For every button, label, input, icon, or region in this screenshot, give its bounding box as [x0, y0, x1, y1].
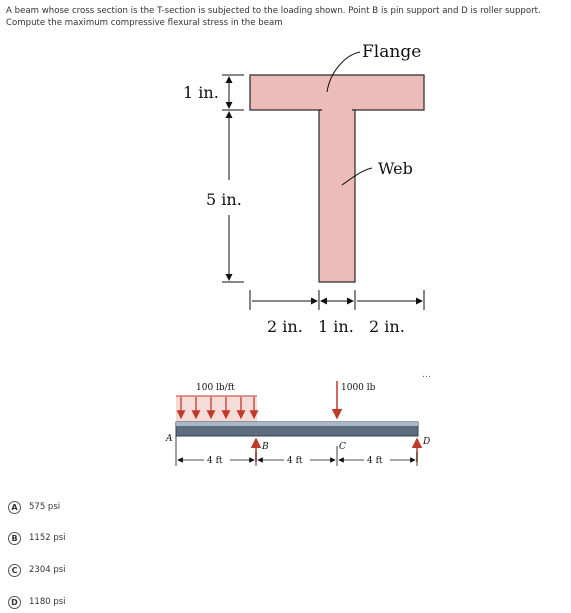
- point-b-label: B: [262, 442, 269, 452]
- distributed-load-label: 100 lb/ft: [196, 383, 235, 393]
- t-flange: [250, 75, 424, 110]
- vertical-dimensions: [222, 75, 244, 282]
- point-c-label: C: [339, 442, 346, 452]
- option-c[interactable]: [8, 562, 66, 578]
- option-b[interactable]: [8, 530, 66, 546]
- option-d-text: 1180 psi: [29, 597, 66, 607]
- option-c-letter[interactable]: C: [8, 564, 21, 577]
- flange-label: Flange: [362, 42, 422, 62]
- option-a-text: 575 psi: [29, 502, 61, 512]
- option-a[interactable]: [8, 499, 60, 515]
- option-d[interactable]: [8, 594, 66, 610]
- dim-left: 2 in.: [267, 317, 303, 336]
- point-a-label: A: [166, 434, 173, 444]
- span-1-label: 4 ft: [207, 456, 223, 466]
- question-line-2: Compute the maximum compressive flexural stress in the beam: [6, 18, 283, 28]
- option-b-text: 1152 psi: [29, 533, 66, 543]
- point-load-label: 1000 lb: [341, 383, 376, 393]
- more-options-icon[interactable]: …: [422, 370, 432, 380]
- span-2-label: 4 ft: [287, 456, 303, 466]
- t-section: [250, 75, 424, 282]
- web-height-label: 5 in.: [206, 190, 242, 209]
- horizontal-dimensions: [250, 290, 424, 310]
- flange-thickness-label: 1 in.: [183, 83, 219, 102]
- question-line-1: A beam whose cross section is the T-section is subjected to the loading shown. Point B is pin support and D is roller support.: [6, 6, 541, 16]
- dim-center: 1 in.: [318, 317, 354, 336]
- option-a-letter[interactable]: A: [8, 501, 21, 514]
- span-3-label: 4 ft: [367, 456, 383, 466]
- option-d-letter[interactable]: D: [8, 596, 21, 609]
- load-block: [176, 396, 257, 422]
- point-d-label: D: [423, 437, 431, 447]
- t-web: [319, 110, 355, 282]
- dim-right: 2 in.: [369, 317, 405, 336]
- option-c-text: 2304 psi: [29, 565, 66, 575]
- option-b-letter[interactable]: B: [8, 532, 21, 545]
- web-label: Web: [378, 159, 413, 178]
